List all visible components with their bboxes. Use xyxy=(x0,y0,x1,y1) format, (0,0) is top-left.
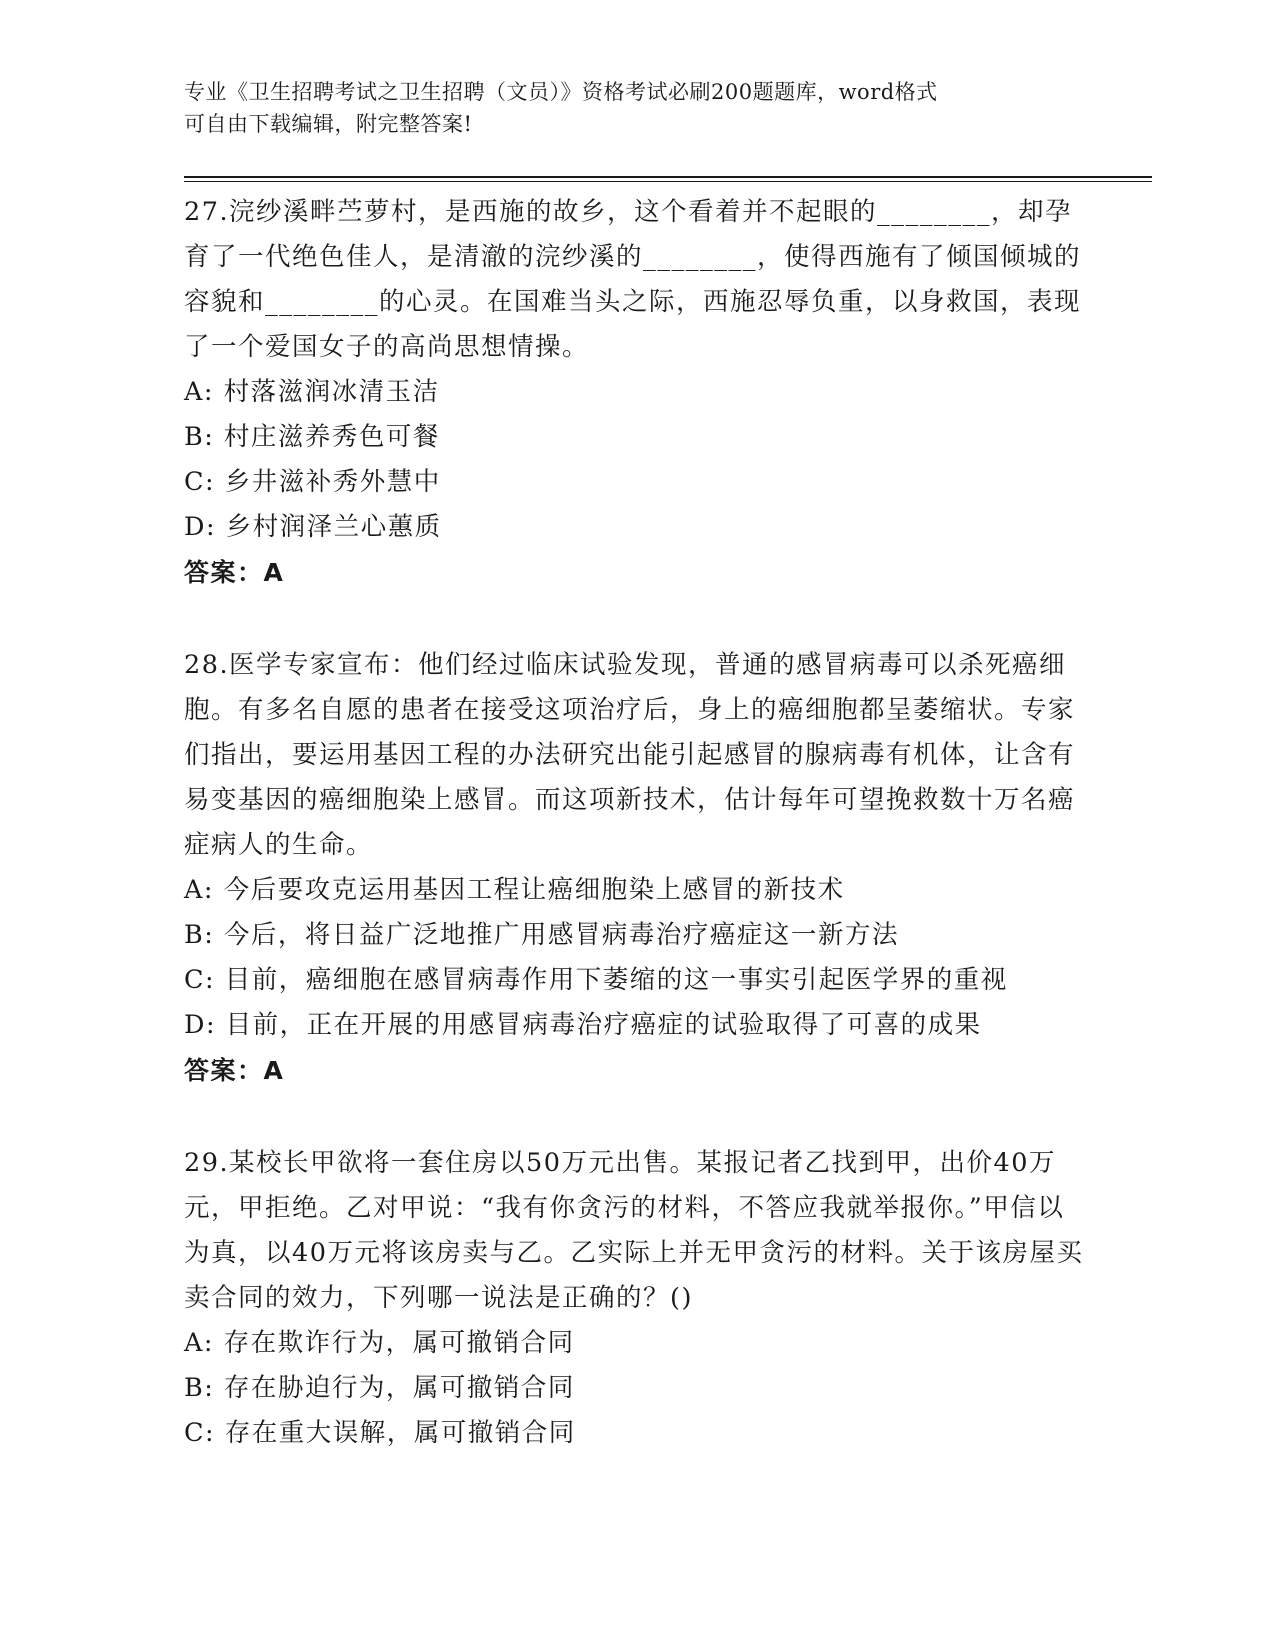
option-b: B: 今后，将日益广泛地推广用感冒病毒治疗癌症这一新方法 xyxy=(184,920,899,950)
option-d: D: 目前，正在开展的用感冒病毒治疗癌症的试验取得了可喜的成果 xyxy=(184,1010,982,1040)
question-27 xyxy=(184,190,1084,595)
header-rule-thin xyxy=(184,181,1152,182)
document-header xyxy=(184,76,1064,140)
answer-line: 答案：A xyxy=(184,558,285,587)
question-stem: 27.浣纱溪畔苎萝村，是西施的故乡，这个看着并不起眼的________，却孕育了一代绝色佳人，是清澈的浣纱溪的________，使得西施有了倾国倾城的容貌和________的心灵。在国难当头之际，西施忍辱负重，以身救国，表现了一个爱国女子的高尚思想情操。 xyxy=(184,197,1082,362)
option-a: A: 今后要攻克运用基因工程让癌细胞染上感冒的新技术 xyxy=(184,875,845,905)
header-rule-thick xyxy=(184,176,1152,178)
option-c: C: 存在重大误解，属可撤销合同 xyxy=(184,1418,576,1448)
option-b: B: 村庄滋养秀色可餐 xyxy=(184,422,440,452)
option-d: D: 乡村润泽兰心蕙质 xyxy=(184,512,442,542)
question-list xyxy=(184,190,1084,1504)
option-b: B: 存在胁迫行为，属可撤销合同 xyxy=(184,1373,575,1403)
option-a: A: 存在欺诈行为，属可撤销合同 xyxy=(184,1328,575,1358)
option-c: C: 目前，癌细胞在感冒病毒作用下萎缩的这一事实引起医学界的重视 xyxy=(184,965,1008,995)
answer-line: 答案：A xyxy=(184,1056,285,1085)
question-stem: 29.某校长甲欲将一套住房以50万元出售。某报记者乙找到甲，出价40万元，甲拒绝。乙对甲说：“我有你贪污的材料，不答应我就举报你。”甲信以为真，以40万元将该房卖与乙。乙实际上并无甲贪污的材料。关于该房屋买卖合同的效力，下列哪一说法是正确的？() xyxy=(184,1148,1084,1313)
question-stem: 28.医学专家宣布：他们经过临床试验发现，普通的感冒病毒可以杀死癌细胞。有多名自愿的患者在接受这项治疗后，身上的癌细胞都呈萎缩状。专家们指出，要运用基因工程的办法研究出能引起感冒的腺病毒有机体，让含有易变基因的癌细胞染上感冒。而这项新技术，估计每年可望挽救数十万名癌症病人的生命。 xyxy=(184,650,1076,860)
option-a: A: 村落滋润冰清玉洁 xyxy=(184,377,440,407)
question-29 xyxy=(184,1141,1084,1456)
option-c: C: 乡井滋补秀外慧中 xyxy=(184,467,441,497)
header-title-line-2: 可自由下载编辑，附完整答案! xyxy=(184,112,473,136)
question-28 xyxy=(184,643,1084,1093)
header-title-line-1: 专业《卫生招聘考试之卫生招聘（文员）》资格考试必刷200题题库，word格式 xyxy=(184,80,938,104)
